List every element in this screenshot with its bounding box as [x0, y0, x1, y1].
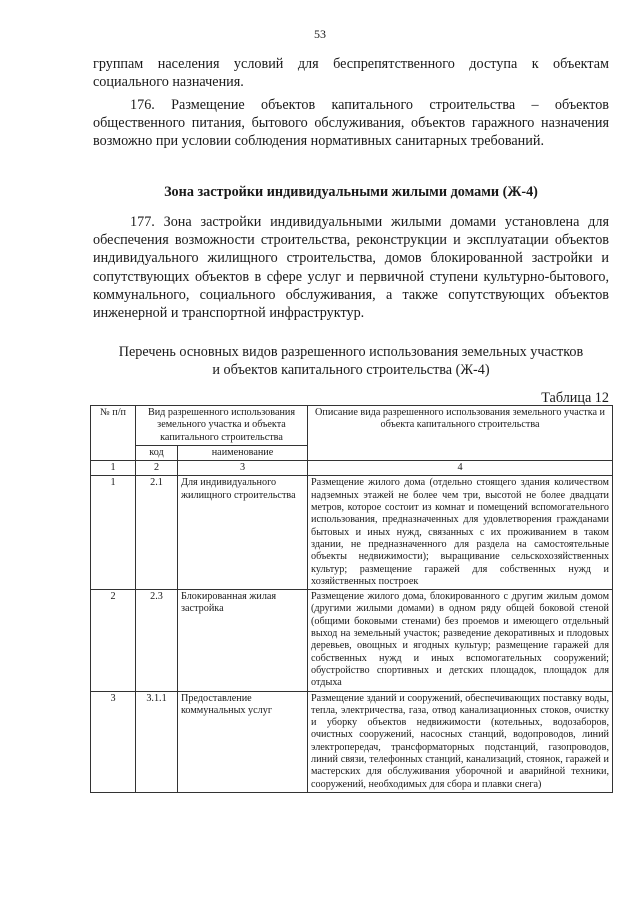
- row-description: Размещение зданий и сооружений, обеспечивающих поставку воды, тепла, электричества, газа, отвод канализационных стоков, очистку и уборку объектов недвижимости (котельных, водозаборов, очистных сооружений, насосных станций, водопроводов, линий электропередач, трансформаторных подстанций, газопроводов, линий связи, телефонных станций, канализаций, стоянок, гаражей и мастерских для обслуживания уборочной и аварийной техники, сооружений, необходимых для сбора и плавки снега): [308, 691, 613, 792]
- permitted-use-table: [90, 405, 613, 793]
- table-header: [91, 406, 613, 476]
- continuation-paragraph: группам населения условий для беспрепятственного доступа к объектам социального назначения.: [93, 56, 609, 91]
- table-row: [91, 590, 613, 691]
- column-number: 4: [308, 461, 613, 476]
- row-code: 2.1: [136, 476, 178, 590]
- row-code: 2.3: [136, 590, 178, 691]
- row-description: Размещение жилого дома, блокированного с другим жилым домом (другими жилыми домами) в одном ряду общей боковой стеной (общими боковыми стенами) без проемов и имеющего отдельный выход на земельный участок; разведение декоративных и плодовых деревьев, овощных и ягодных культур; размещение гаражей для собственных нужд и иных вспомогательных сооружений; обустройство спортивных и детских площадок, площадок для отдыха: [308, 590, 613, 691]
- column-number: 1: [91, 461, 136, 476]
- row-name: Для индивидуального жилищного строительства: [178, 476, 308, 590]
- header-description: Описание вида разрешенного использования земельного участка и объекта капитального строительства: [308, 406, 613, 461]
- row-description: Размещение жилого дома (отдельно стоящего здания количеством надземных этажей не более чем три, высотой не более двадцати метров, которое состоит из комнат и помещений вспомогательного использования, предназначенных для удовлетворения гражданами бытовых и иных нужд, связанных с их проживанием в таком здании, не предназначенного для раздела на самостоятельные объекты недвижимости); выращивание сельскохозяйственных культур; размещение гаражей для собственных нужд и хозяйственных построек: [308, 476, 613, 590]
- header-num: № п/п: [91, 406, 136, 461]
- row-num: 1: [91, 476, 136, 590]
- zone-heading: Зона застройки индивидуальными жилыми домами (Ж-4): [164, 184, 538, 200]
- paragraph-177: 177. Зона застройки индивидуальными жилыми домами установлена для обеспечения возможности строительства, реконструкции и эксплуатации объектов индивидуального жилищного строительства, домов блокированной застройки и сопутствующих объектов в сфере услуг и первичной ступени культурно-бытового, коммунального, социального обслуживания, а также сопутствующих объектов инженерной и транспортной инфраструктур.: [93, 214, 609, 322]
- row-code: 3.1.1: [136, 691, 178, 792]
- list-title-line-2: и объектов капитального строительства (Ж-4): [212, 362, 490, 378]
- row-num: 3: [91, 691, 136, 792]
- table-label: Таблица 12: [541, 390, 609, 406]
- row-name: Предоставление коммунальных услуг: [178, 691, 308, 792]
- list-title-line-1: Перечень основных видов разрешенного использования земельных участков: [118, 344, 584, 360]
- header-name: наименование: [178, 445, 308, 460]
- row-num: 2: [91, 590, 136, 691]
- column-number: 3: [178, 461, 308, 476]
- column-number: 2: [136, 461, 178, 476]
- header-type-group: Вид разрешенного использования земельного участка и объекта капитального строительства: [136, 406, 308, 446]
- table-row: [91, 691, 613, 792]
- table-row: [91, 476, 613, 590]
- header-code: код: [136, 445, 178, 460]
- column-number-row: [91, 461, 613, 476]
- row-name: Блокированная жилая застройка: [178, 590, 308, 691]
- paragraph-176: 176. Размещение объектов капитального строительства – объектов общественного питания, бытового обслуживания, объектов гаражного назначения возможно при условии соблюдения нормативных санитарных требований.: [93, 97, 609, 150]
- page-number: 53: [314, 27, 326, 41]
- list-title: [93, 343, 609, 379]
